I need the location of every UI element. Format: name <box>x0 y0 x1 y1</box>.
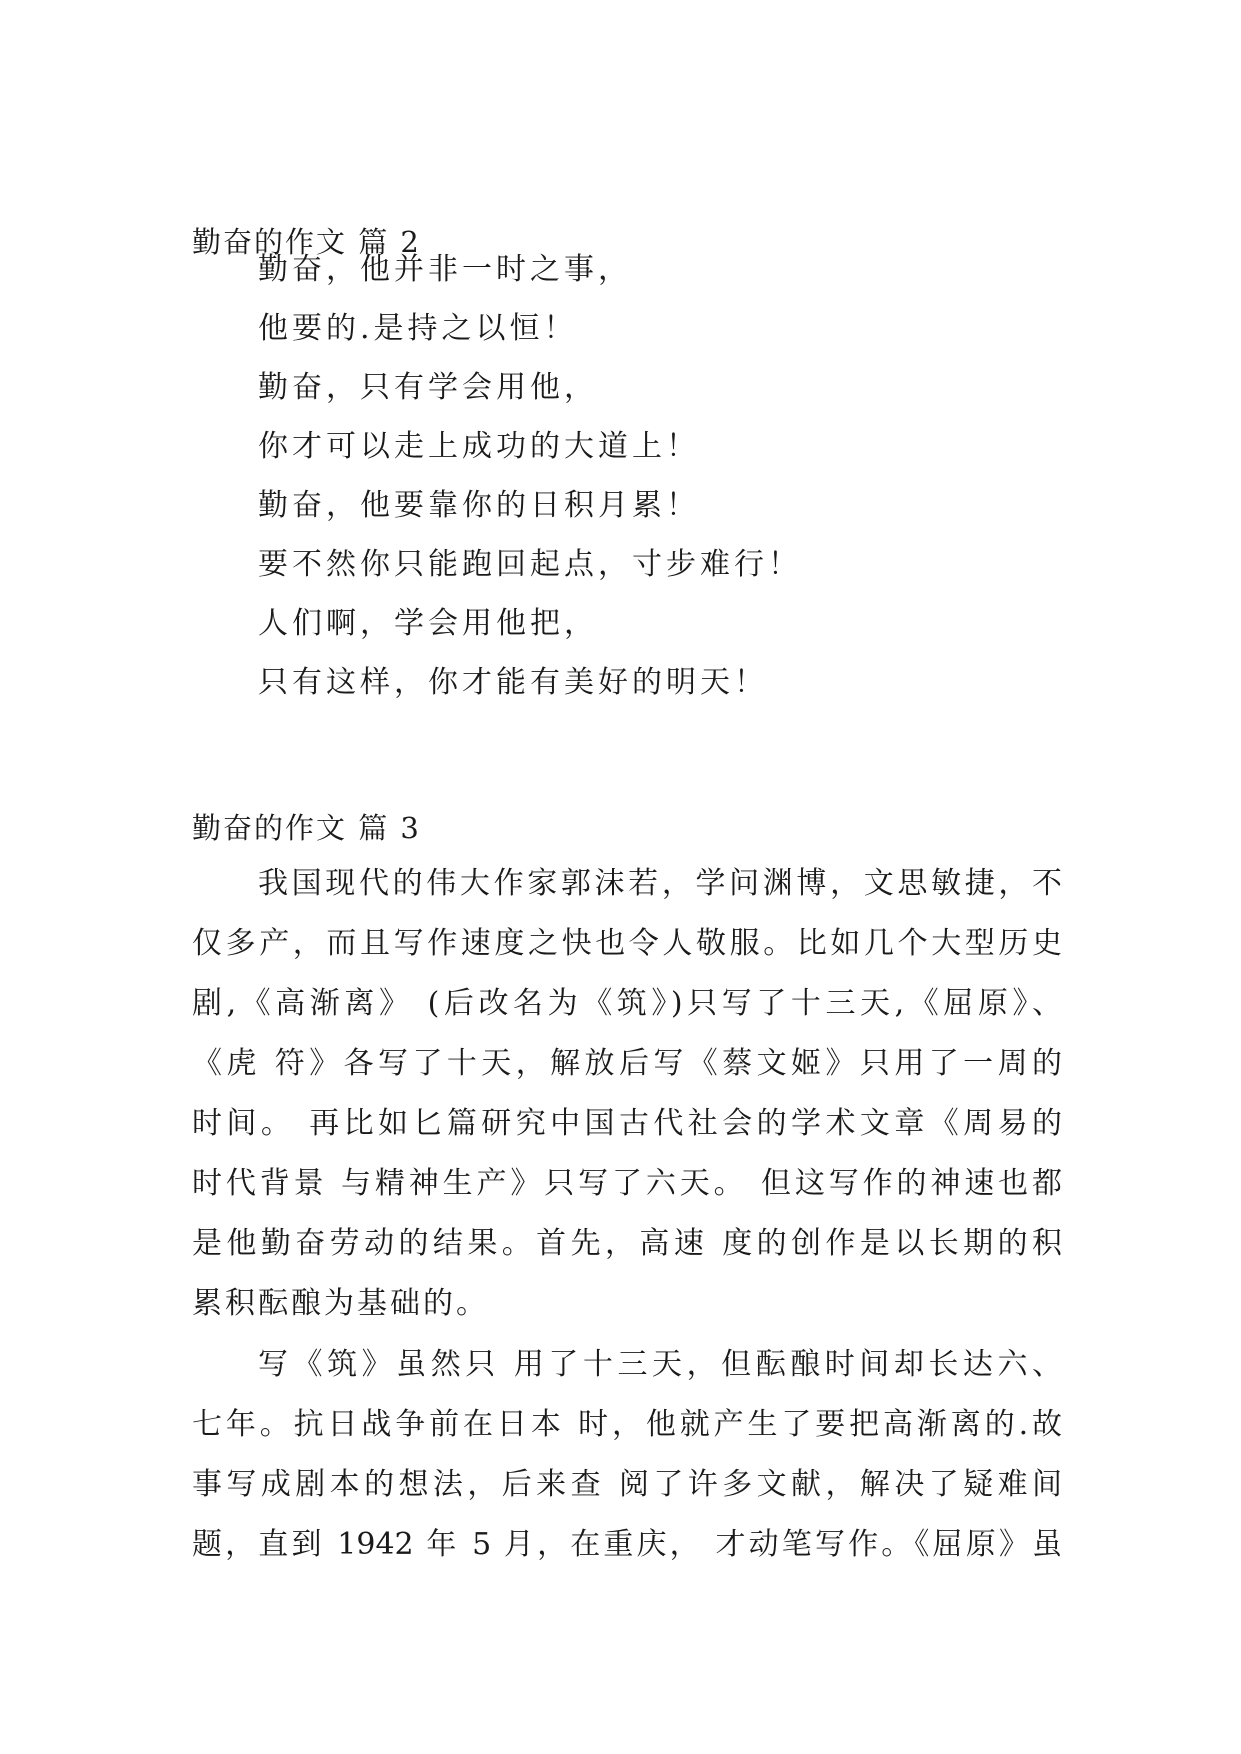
poem-line: 勤奋，他并非一时之事， <box>258 252 632 287</box>
poem-line: 他要的.是持之以恒！ <box>258 311 578 346</box>
poem-section-2 <box>258 250 802 722</box>
poem-line: 勤奋，只有学会用他， <box>258 370 598 405</box>
section-3-title: 勤奋的作文 篇 3 <box>192 811 421 845</box>
paragraph-line: 时间。 再比如匕篇研究中国古代社会的学术文章《周易的 <box>192 1106 1062 1141</box>
paragraph-line: 剧,《高渐离》 (后改名为《筑》)只写了十三天,《屈原》、 <box>192 986 1062 1021</box>
paragraph-line: 仅多产，而且写作速度之快也令人敬服。比如几个大型历史 <box>192 926 1062 961</box>
paragraph-line: 事写成剧本的想法，后来查 阅了许多文献，解决了疑难间 <box>192 1467 1062 1502</box>
paragraph-line: 时代背景 与精神生产》只写了六天。 但这写作的神速也都 <box>192 1166 1062 1201</box>
paragraph-line: 七年。抗日战争前在日本 时，他就产生了要把高渐离的.故 <box>192 1407 1062 1442</box>
poem-line: 要不然你只能跑回起点，寸步难行！ <box>258 547 802 582</box>
paragraph-line: 写《筑》虽然只 用了十三天，但酝酿时间却长达六、 <box>258 1347 1062 1382</box>
poem-line: 人们啊，学会用他把， <box>258 606 598 641</box>
paragraph-line: 累积酝酿为基础的。 <box>192 1286 489 1321</box>
poem-line: 只有这样，你才能有美好的明天！ <box>258 665 768 700</box>
paragraph-line: 是他勤奋劳动的结果。首先，高速 度的创作是以长期的积 <box>192 1226 1062 1261</box>
paragraph-1 <box>192 864 1062 1344</box>
paragraph-line: 我国现代的伟大作家郭沫若，学问渊博，文思敏捷，不 <box>258 866 1062 901</box>
paragraph-2 <box>192 1345 1062 1585</box>
paragraph-line: 《虎 符》各写了十天，解放后写《蔡文姬》只用了一周的 <box>192 1046 1062 1081</box>
poem-line: 你才可以走上成功的大道上！ <box>258 429 700 464</box>
poem-line: 勤奋，他要靠你的日积月累！ <box>258 488 700 523</box>
section-2-title: 勤奋的作文 篇 2 <box>192 225 421 259</box>
paragraph-line: 题，直到 1942 年 5 月，在重庆， 才动笔写作。《屈原》虽 <box>192 1527 1062 1562</box>
